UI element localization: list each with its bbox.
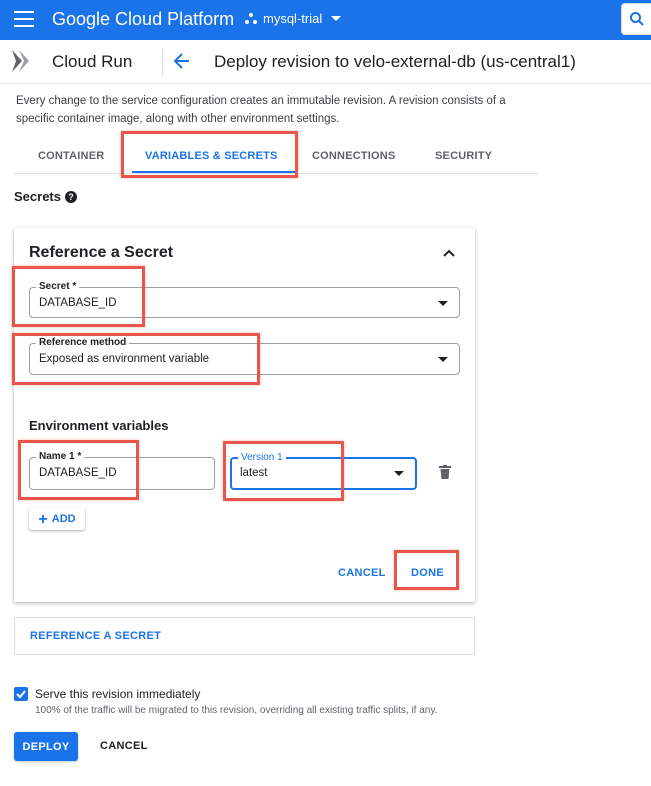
version-value: latest <box>240 467 268 479</box>
tab-variables-secrets[interactable]: VARIABLES & SECRETS <box>145 150 278 162</box>
dropdown-arrow-icon <box>394 471 404 476</box>
secret-select[interactable] <box>29 281 460 318</box>
serve-immediately-checkbox[interactable] <box>14 687 28 701</box>
header-divider <box>162 48 163 76</box>
tab-connections[interactable]: CONNECTIONS <box>312 150 396 162</box>
env-name-value: DATABASE_ID <box>39 467 117 479</box>
card-title: Reference a Secret <box>29 244 174 261</box>
secrets-label: Secrets <box>14 189 61 204</box>
search-icon <box>629 11 645 27</box>
menu-icon[interactable] <box>14 11 34 27</box>
search-button[interactable] <box>621 3 651 35</box>
version-label: Version 1 <box>238 452 286 463</box>
dropdown-arrow-icon <box>438 357 448 362</box>
dropdown-arrow-icon <box>438 301 448 306</box>
project-dots-icon <box>244 12 258 26</box>
top-app-bar <box>0 0 651 40</box>
project-selector[interactable] <box>244 11 341 26</box>
cloud-run-logo-icon <box>10 47 38 75</box>
tab-container[interactable]: CONTAINER <box>38 150 105 162</box>
back-arrow-icon[interactable] <box>172 51 192 71</box>
version-select[interactable] <box>230 452 417 490</box>
description-text: Every change to the service configuration creates an immutable revision. A revision consists of a specific container image, along with other environment settings. <box>16 95 506 125</box>
tab-security[interactable]: SECURITY <box>435 150 493 162</box>
active-tab-indicator <box>132 171 298 173</box>
done-button[interactable]: DONE <box>411 567 444 579</box>
reference-method-value: Exposed as environment variable <box>39 353 210 365</box>
card-cancel-button[interactable]: CANCEL <box>338 567 386 579</box>
serve-immediately-hint: 100% of the traffic will be migrated to this revision, overriding all existing traffic splits, if any. <box>35 705 438 716</box>
chevron-down-icon <box>331 16 341 21</box>
env-name-label: Name 1 * <box>36 451 84 462</box>
tab-bar <box>14 132 538 174</box>
page-header <box>0 40 651 84</box>
page-title: Deploy revision to velo-external-db (us-central1) <box>214 52 576 71</box>
product-name: Cloud Run <box>52 52 133 71</box>
plus-icon: + <box>38 510 48 528</box>
reference-secret-button[interactable] <box>14 617 475 655</box>
reference-secret-label: REFERENCE A SECRET <box>30 630 162 642</box>
help-icon[interactable]: ? <box>65 191 77 203</box>
chevron-up-icon[interactable] <box>442 248 456 258</box>
env-name-input[interactable] <box>29 451 215 490</box>
project-name: mysql-trial <box>263 11 323 26</box>
reference-secret-card <box>14 228 475 602</box>
deploy-button[interactable]: DEPLOY <box>14 732 78 761</box>
serve-immediately-label: Serve this revision immediately <box>35 687 201 701</box>
env-variables-title: Environment variables <box>29 418 169 433</box>
secret-select-value: DATABASE_ID <box>39 297 117 309</box>
add-label: ADD <box>51 513 76 525</box>
reference-method-select[interactable] <box>29 337 460 375</box>
secrets-section-label <box>14 189 77 204</box>
check-icon <box>15 688 27 700</box>
add-env-button[interactable] <box>29 508 85 530</box>
secret-select-label: Secret * <box>36 281 79 292</box>
reference-method-label: Reference method <box>36 337 129 348</box>
trash-icon[interactable] <box>439 465 451 479</box>
cancel-button[interactable]: CANCEL <box>100 740 148 752</box>
brand-title[interactable]: Google Cloud Platform <box>52 9 235 29</box>
